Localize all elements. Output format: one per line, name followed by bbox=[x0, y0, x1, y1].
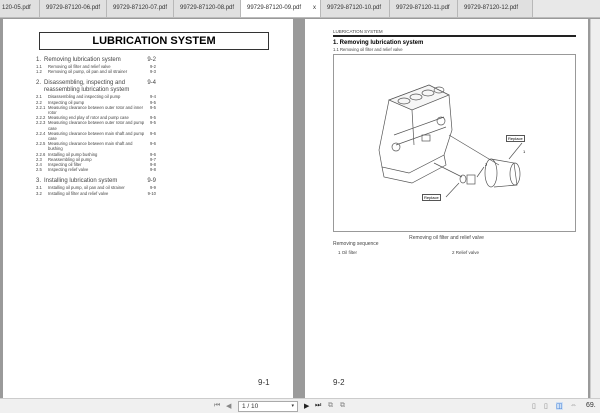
toc-text: Disassembling and inspecting oil pump bbox=[48, 94, 121, 100]
tab-2[interactable] bbox=[107, 0, 174, 18]
tab-label: 120-05.pdf bbox=[2, 5, 31, 11]
toc-page: 9-8 bbox=[149, 162, 156, 168]
tab-label: 99729-87120-07.pdf bbox=[113, 5, 168, 11]
toc-text: Measuring clearance between outer rotor and pump case bbox=[48, 120, 145, 131]
toc-number: 2. bbox=[36, 80, 42, 87]
single-page-view-icon[interactable]: ▯ bbox=[532, 403, 536, 410]
section-heading: 1. Removing lubrication system bbox=[333, 40, 424, 46]
toc-text: Measuring clearance between main shaft and pump case bbox=[48, 130, 145, 142]
callout-number: 1 bbox=[523, 149, 526, 154]
toc-text: Inspecting oil filter bbox=[48, 162, 82, 168]
engine-illustration bbox=[333, 54, 576, 232]
toc-number: 2.3 bbox=[36, 156, 42, 162]
fit-width-icon[interactable]: ⇔ bbox=[570, 402, 577, 409]
facing-view-icon[interactable]: ◫ bbox=[556, 403, 563, 410]
toc-number: 2.2.2 bbox=[36, 115, 46, 121]
toc-text: Reassembling oil pump bbox=[48, 156, 92, 162]
toc-number: 2.2.6 bbox=[36, 151, 46, 157]
toc-number: 2.5 bbox=[36, 167, 42, 173]
page-indicator: 1 / 10 bbox=[242, 403, 259, 410]
close-tab-icon[interactable]: x bbox=[313, 5, 316, 11]
tab-label: 99729-87120-09.pdf bbox=[247, 5, 302, 11]
toc-page: 9-2 bbox=[149, 64, 156, 69]
toc-text: Measuring clearance between outer rotor and inner rotor bbox=[48, 104, 143, 116]
continuous-view-icon[interactable]: ▯ bbox=[544, 403, 548, 410]
rotate-left-icon[interactable]: ⧉ bbox=[328, 402, 333, 409]
toc-number: 1. bbox=[36, 57, 42, 63]
toc-entry[interactable] bbox=[36, 167, 156, 172]
toc-number: 2.2.5 bbox=[36, 141, 46, 147]
toc-number: 2.2.3 bbox=[36, 120, 46, 126]
subsection-heading: 1.1 Removing oil filter and relief valve bbox=[333, 47, 403, 52]
toc-page: 9-6 bbox=[149, 130, 156, 136]
toc-page: 9-9 bbox=[147, 178, 156, 185]
toc-entry[interactable] bbox=[36, 69, 156, 74]
toc-text: Measuring clearance between main shaft and bushing bbox=[48, 141, 133, 152]
toc-text: Inspecting relief valve bbox=[48, 167, 89, 173]
prev-page-icon[interactable]: ◀ bbox=[226, 403, 232, 410]
sequence-item: 1 Oil filter bbox=[338, 250, 358, 255]
running-header: LUBRICATION SYSTEM bbox=[333, 29, 383, 34]
page-number: 9-2 bbox=[333, 378, 345, 387]
figure-caption: Removing oil filter and relief valve bbox=[409, 235, 484, 241]
rotate-right-icon[interactable]: ⧉ bbox=[340, 402, 345, 409]
table-of-contents bbox=[36, 57, 156, 196]
first-page-icon[interactable]: ⏮ bbox=[214, 402, 221, 409]
toc-text: Removing oil pump, oil pan and oil strainer bbox=[48, 69, 128, 75]
tab-6[interactable] bbox=[390, 0, 458, 18]
sequence-item: 2 Relief valve bbox=[452, 250, 480, 255]
toc-page: 9-5 bbox=[149, 104, 156, 110]
last-page-icon[interactable]: ⏭ bbox=[315, 402, 322, 409]
toc-entry[interactable] bbox=[36, 105, 156, 115]
toc-entry[interactable] bbox=[36, 141, 156, 151]
toc-number: 2.2.1 bbox=[36, 104, 46, 110]
tab-0[interactable] bbox=[0, 0, 40, 18]
toc-page: 9-5 bbox=[149, 120, 156, 126]
toc-number: 3.2 bbox=[36, 190, 42, 196]
sequence-title: Removing sequence bbox=[333, 241, 379, 247]
toc-text: Measuring end play of rotor and pump case bbox=[48, 115, 129, 121]
toc-page: 9-6 bbox=[149, 151, 156, 157]
toc-entry[interactable] bbox=[36, 191, 156, 196]
toc-text: Inspecting oil pump bbox=[48, 99, 85, 105]
zoom-level[interactable]: 69. bbox=[586, 402, 596, 409]
tab-label: 99729-87120-10.pdf bbox=[327, 5, 382, 11]
toc-number: 2.4 bbox=[36, 162, 42, 168]
toc-page: 9-6 bbox=[149, 141, 156, 147]
toc-text: Installing oil pump bushing bbox=[48, 151, 98, 157]
page-number-input[interactable] bbox=[238, 401, 298, 412]
toc-entry[interactable] bbox=[36, 131, 156, 141]
page-number: 9-1 bbox=[258, 378, 270, 387]
toc-text: Installing oil filter and relief valve bbox=[48, 190, 109, 196]
replace-label: Replace bbox=[424, 195, 439, 200]
toc-number: 2.1 bbox=[36, 94, 42, 100]
header-rule bbox=[333, 35, 576, 37]
tab-1[interactable] bbox=[40, 0, 107, 18]
chevron-down-icon[interactable]: ▾ bbox=[291, 403, 294, 409]
page-title: LUBRICATION SYSTEM bbox=[39, 32, 269, 50]
tab-label: 99729-87120-11.pdf bbox=[396, 5, 450, 11]
toc-page: 9-4 bbox=[149, 94, 156, 100]
toc-page: 9-5 bbox=[149, 115, 156, 121]
toc-number: 1.2 bbox=[36, 69, 42, 75]
toc-text: Installing oil pump, oil pan and oil strainer bbox=[48, 185, 125, 191]
tab-label: 99729-87120-12.pdf bbox=[464, 5, 519, 11]
replace-label: Replace bbox=[508, 136, 523, 141]
toc-text: Removing oil filter and relief valve bbox=[48, 64, 111, 69]
toc-text: Installing lubrication system bbox=[44, 178, 118, 185]
pdf-page-right bbox=[305, 19, 588, 398]
callout-number: 2 bbox=[485, 162, 488, 167]
toc-page: 9-7 bbox=[149, 156, 156, 162]
toc-entry[interactable] bbox=[36, 120, 156, 130]
toc-number: 1.1 bbox=[36, 64, 42, 69]
toc-text: Removing lubrication system bbox=[44, 57, 121, 63]
tab-3[interactable] bbox=[174, 0, 241, 18]
toc-number: 2.2.4 bbox=[36, 130, 46, 136]
toc-page: 9-10 bbox=[147, 190, 156, 196]
toc-page: 9-4 bbox=[147, 80, 156, 87]
pdf-page-left bbox=[3, 19, 293, 398]
tab-label: 99729-87120-08.pdf bbox=[180, 5, 235, 11]
toc-text: Disassembling, inspecting and reassembling lubrication system bbox=[44, 80, 130, 94]
toc-entry[interactable] bbox=[36, 57, 156, 64]
tab-7[interactable] bbox=[458, 0, 533, 18]
bottom-toolbar bbox=[0, 398, 600, 413]
toc-page: 9-3 bbox=[149, 69, 156, 75]
toc-entry[interactable] bbox=[36, 178, 156, 185]
toc-page: 9-8 bbox=[149, 167, 156, 173]
toc-page: 9-9 bbox=[149, 185, 156, 191]
toc-number: 3. bbox=[36, 178, 42, 185]
tab-4[interactable] bbox=[241, 0, 321, 18]
tab-label: 99729-87120-06.pdf bbox=[46, 5, 101, 11]
toc-page: 9-5 bbox=[149, 99, 156, 105]
tab-5[interactable] bbox=[321, 0, 390, 18]
toc-entry[interactable] bbox=[36, 80, 156, 94]
toc-page: 9-2 bbox=[147, 57, 156, 63]
toc-number: 3.1 bbox=[36, 185, 42, 191]
tab-bar bbox=[0, 0, 600, 18]
vertical-scrollbar[interactable] bbox=[590, 19, 600, 398]
toc-number: 2.2 bbox=[36, 99, 42, 105]
next-page-icon[interactable]: ▶ bbox=[304, 403, 310, 410]
